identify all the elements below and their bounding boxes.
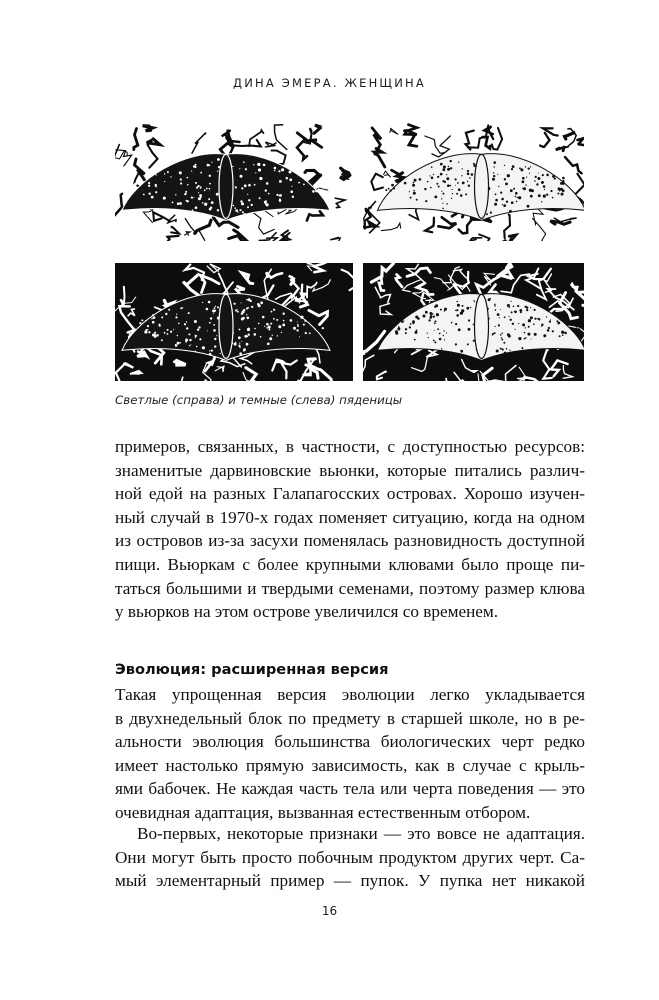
moth-illustration [115,263,353,381]
moth-image-light-on-light [363,123,584,241]
text-line: таться большими и твердыми семенами, поэтому размер клюва [115,578,585,598]
text-line: у вьюрков на этом острове увеличился со временем. [115,602,499,622]
section-heading: Эволюция: расширенная версия [115,661,389,678]
moth-image-light-on-dark [363,263,584,381]
paragraph-2 [115,683,585,825]
moth-figure [115,123,584,381]
text-line: из островов из-за засухи поменялась разновидность доступной [115,531,585,551]
figure-caption: Светлые (справа) и темные (слева) пяденицы [115,393,403,407]
moth-image-dark-on-light [115,123,353,241]
text-line: альности эволюция большинства биологических черт редко [115,732,585,752]
running-head: ДИНА ЭМЕРА. ЖЕНЩИНА [233,76,426,90]
text-line: ной едой на разных Галапагосских островах. Хорошо изучен- [115,484,585,504]
text-line: пищи. Вьюркам с более крупными клювами было проще пи- [115,554,585,574]
moth-illustration [363,123,584,241]
text-line: Они могут быть просто побочным продуктом других черт. Са- [115,847,585,867]
page-number: 16 [321,904,338,918]
moth-image-dark-on-dark [115,263,353,381]
text-line: имеет настолько прямую зависимость, как в случае с крыль- [115,755,585,775]
moth-illustration [363,263,584,381]
paragraph-1 [115,435,585,624]
text-line: мый элементарный пример — пупок. У пупка нет никакой [115,871,585,891]
text-line: ями бабочек. Не каждая часть тела или черта поведения — это [115,779,585,799]
moth-illustration [115,123,353,241]
text-line: ный случай в 1970-х годах поменяет ситуацию, когда на одном [115,507,585,527]
text-line: знаменитые дарвиновские вьюнки, которые питались различ- [115,460,585,480]
text-line: примеров, связанных, в частности, с доступностью ресурсов: [115,437,585,456]
text-line: Во-первых, некоторые признаки — это вовсе не адаптация. [137,824,585,843]
text-line: очевидная адаптация, вызванная естественным отбором. [115,802,531,822]
text-line: в двухнедельный блок по предмету в старшей школе, но в ре- [115,708,585,728]
paragraph-3 [115,822,585,893]
text-line: Такая упрощенная версия эволюции легко укладывается [115,685,585,704]
